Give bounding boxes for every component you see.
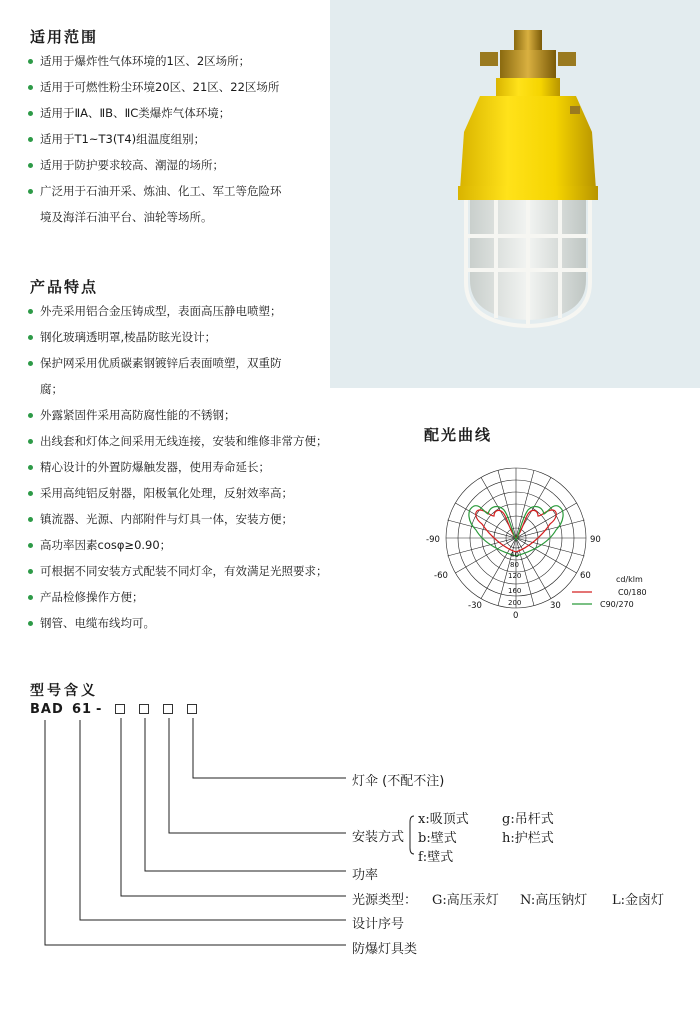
list-item: 高功率因素cosφ≥0.90；: [28, 532, 328, 558]
label-power: 功率: [352, 868, 379, 883]
list-item: 适用于防护要求较高、潮湿的场所；: [28, 152, 282, 178]
radial-label: 80: [510, 561, 519, 569]
unit-label: cd/klm: [616, 575, 643, 584]
label-install: 安装方式: [352, 830, 405, 845]
list-item: 适用于爆炸性气体环境的1区、2区场所；: [28, 48, 282, 74]
bullet-icon: [28, 189, 33, 194]
install-option-b: b:壁式: [418, 831, 457, 846]
label-source: 光源类型：: [352, 893, 418, 908]
install-option-f: f:壁式: [418, 850, 454, 865]
radial-label: 200: [508, 599, 522, 607]
list-item: 钢化玻璃透明罩,棱晶防眩光设计；: [28, 324, 328, 350]
scope-title: 适用范围: [30, 28, 99, 46]
bullet-icon: [28, 137, 33, 142]
angle-label-neg60: -60: [434, 571, 448, 581]
model-code-b: 61: [72, 702, 93, 717]
bullet-icon: [28, 543, 33, 548]
curve-title: 配光曲线: [424, 426, 493, 444]
bullet-icon: [28, 163, 33, 168]
list-item: 钢管、电缆布线均可。: [28, 610, 328, 636]
list-item: 采用高纯铝反射器，阳极氧化处理，反射效率高；: [28, 480, 328, 506]
model-title: 型号含义: [30, 683, 98, 699]
list-item-continuation: 腐；: [40, 382, 63, 396]
list-item: 适用于可燃性粉尘环境20区、21区、22区场所: [28, 74, 282, 100]
list-item: 产品检修操作方便；: [28, 584, 328, 610]
radial-label: 120: [508, 572, 522, 580]
source-option-l: L:金卤灯: [612, 893, 665, 908]
source-option-g: G:高压汞灯: [432, 893, 499, 908]
model-lead-lines: [0, 700, 700, 960]
source-option-n: N:高压钠灯: [520, 893, 588, 908]
model-dash: -: [96, 702, 102, 717]
label-serial: 设计序号: [352, 917, 405, 932]
bullet-icon: [28, 59, 33, 64]
angle-label-90: 90: [590, 535, 601, 545]
product-photo: [330, 0, 700, 388]
list-item: 外壳采用铝合金压铸成型，表面高压静电喷塑；: [28, 298, 328, 324]
angle-label-neg30: -30: [468, 601, 482, 611]
bullet-icon: [28, 621, 33, 626]
bullet-icon: [28, 85, 33, 90]
bullet-icon: [28, 439, 33, 444]
bullet-icon: [28, 309, 33, 314]
angle-label-0: 0: [513, 611, 519, 620]
install-option-g: g:吊杆式: [502, 812, 554, 827]
list-item: 保护网采用优质碳素钢镀锌后表面喷塑，双重防: [28, 350, 328, 376]
legend-c90-270: C90/270: [600, 600, 634, 609]
list-item: 精心设计的外置防爆触发器，使用寿命延长；: [28, 454, 328, 480]
polar-light-distribution-chart: [420, 460, 680, 620]
list-item: 出线套和灯体之间采用无线连接，安装和维修非常方便；: [28, 428, 328, 454]
list-item: 镇流器、光源、内部附件与灯具一体，安装方便；: [28, 506, 328, 532]
list-item-continuation: 境及海洋石油平台、油轮等场所。: [40, 210, 213, 224]
install-option-x: x:吸顶式: [418, 812, 469, 827]
list-item: 广泛用于石油开采、炼油、化工、军工等危险环: [28, 178, 282, 204]
bullet-icon: [28, 569, 33, 574]
label-category: 防爆灯具类: [352, 942, 418, 957]
scope-list: [28, 48, 282, 230]
install-option-h: h:护栏式: [502, 831, 554, 846]
bullet-icon: [28, 491, 33, 496]
label-shade: 灯伞 (不配不注): [352, 774, 445, 789]
features-title: 产品特点: [30, 278, 99, 296]
radial-label: 160: [508, 587, 522, 595]
bullet-icon: [28, 111, 33, 116]
radial-label: 40: [510, 551, 519, 559]
bullet-icon: [28, 595, 33, 600]
bullet-icon: [28, 465, 33, 470]
list-item: 可根据不同安装方式配装不同灯伞，有效满足光照要求；: [28, 558, 328, 584]
bullet-icon: [28, 517, 33, 522]
explosion-proof-lamp-image: [330, 0, 700, 388]
angle-label-60: 60: [580, 571, 591, 581]
bullet-icon: [28, 413, 33, 418]
bullet-icon: [28, 335, 33, 340]
features-list: [28, 298, 328, 636]
list-item: 适用于T1~T3(T4)组温度组别；: [28, 126, 282, 152]
angle-label-neg90: -90: [426, 535, 440, 545]
model-code-a: BAD: [30, 702, 64, 717]
legend-c0-180: C0/180: [618, 588, 647, 597]
bullet-icon: [28, 361, 33, 366]
list-item: 适用于ⅡA、ⅡB、ⅡC类爆炸气体环境；: [28, 100, 282, 126]
list-item: 外露紧固件采用高防腐性能的不锈钢；: [28, 402, 328, 428]
angle-label-30: 30: [550, 601, 561, 611]
